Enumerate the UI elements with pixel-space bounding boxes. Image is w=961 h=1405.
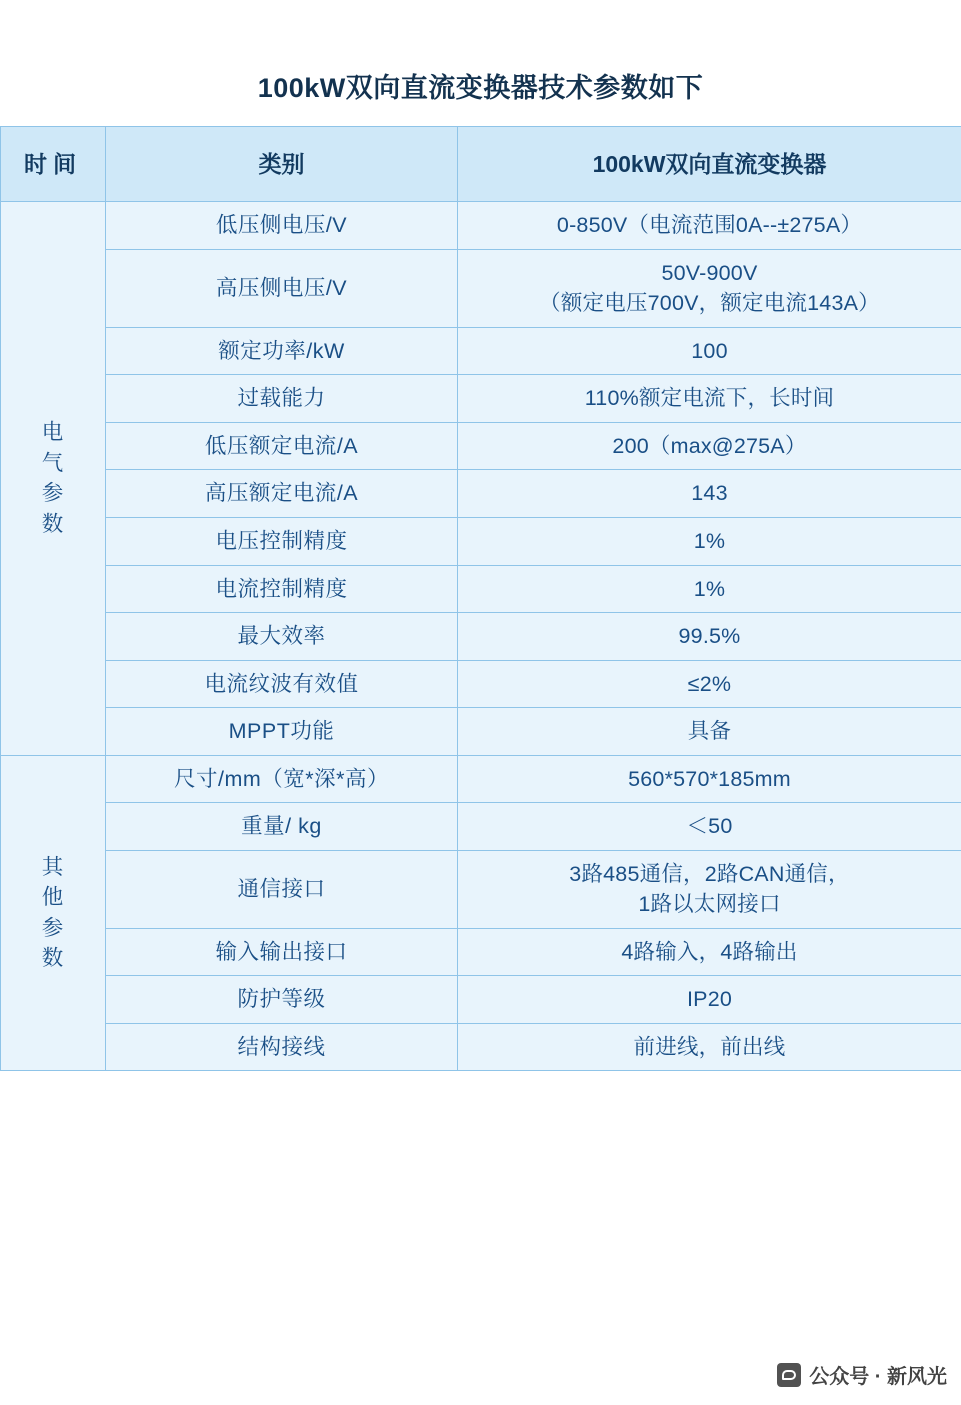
column-header-time: 时间	[1, 127, 106, 202]
cell-value-line1: 50V-900V	[661, 260, 758, 285]
table-row	[1, 803, 961, 851]
watermark-text: 公众号 · 新风光	[809, 1366, 947, 1388]
table-row	[1, 327, 961, 375]
cell-category: 低压侧电压/V	[106, 202, 458, 250]
cell-category: 过载能力	[106, 375, 458, 423]
cell-category: MPPT功能	[106, 708, 458, 756]
table-row	[1, 613, 961, 661]
table-row	[1, 976, 961, 1024]
cell-category: 重量/ kg	[106, 803, 458, 851]
table-row	[1, 850, 961, 928]
table-row	[1, 470, 961, 518]
cell-value: 前进线，前出线	[458, 1023, 961, 1071]
cell-value	[458, 850, 961, 928]
page-title: 100kW双向直流变换器技术参数如下	[257, 73, 704, 103]
cell-value-line1: 3路485通信，2路CAN通信，	[569, 861, 850, 886]
cell-category: 尺寸/mm（宽*深*高）	[106, 755, 458, 803]
cell-value: 560*570*185mm	[458, 755, 961, 803]
cell-value: IP20	[458, 976, 961, 1024]
cell-category: 低压额定电流/A	[106, 422, 458, 470]
column-header-category: 类别	[106, 127, 458, 202]
cell-value: 200（max@275A）	[458, 422, 961, 470]
cell-value: ≤2%	[458, 660, 961, 708]
cell-category: 高压额定电流/A	[106, 470, 458, 518]
cell-category: 结构接线	[106, 1023, 458, 1071]
table-row	[1, 202, 961, 250]
cell-value: 110%额定电流下，长时间	[458, 375, 961, 423]
cell-value-line2: 1路以太网接口	[638, 892, 781, 917]
watermark	[777, 1360, 947, 1389]
column-header-product: 100kW双向直流变换器	[458, 127, 961, 202]
cell-category: 输入输出接口	[106, 928, 458, 976]
cell-value: 100	[458, 327, 961, 375]
cell-category: 防护等级	[106, 976, 458, 1024]
table-row	[1, 249, 961, 327]
cell-value: 具备	[458, 708, 961, 756]
cell-value: 1%	[458, 518, 961, 566]
table-header-row	[1, 127, 961, 202]
cell-value: 1%	[458, 565, 961, 613]
cell-category: 高压侧电压/V	[106, 249, 458, 327]
cell-category: 电流纹波有效值	[106, 660, 458, 708]
group-label-other: 其 他 参 数	[1, 755, 106, 1071]
table-row	[1, 518, 961, 566]
cell-value-line2: （额定电压700V，额定电流143A）	[539, 291, 880, 316]
table-row	[1, 375, 961, 423]
group-label-electrical: 电 气 参 数	[1, 202, 106, 755]
cell-category: 通信接口	[106, 850, 458, 928]
cell-value: 99.5%	[458, 613, 961, 661]
table-row	[1, 660, 961, 708]
cell-value: ＜50	[458, 803, 961, 851]
cell-category: 电流控制精度	[106, 565, 458, 613]
cell-category: 额定功率/kW	[106, 327, 458, 375]
cell-value	[458, 249, 961, 327]
table-row	[1, 708, 961, 756]
cell-value: 0-850V（电流范围0A--±275A）	[458, 202, 961, 250]
spec-table	[0, 126, 961, 1071]
table-row	[1, 928, 961, 976]
table-row	[1, 755, 961, 803]
table-row	[1, 1023, 961, 1071]
cell-category: 电压控制精度	[106, 518, 458, 566]
table-row	[1, 422, 961, 470]
cell-value: 143	[458, 470, 961, 518]
table-row	[1, 565, 961, 613]
cell-value: 4路输入，4路输出	[458, 928, 961, 976]
wechat-logo-icon	[777, 1363, 801, 1387]
cell-category: 最大效率	[106, 613, 458, 661]
